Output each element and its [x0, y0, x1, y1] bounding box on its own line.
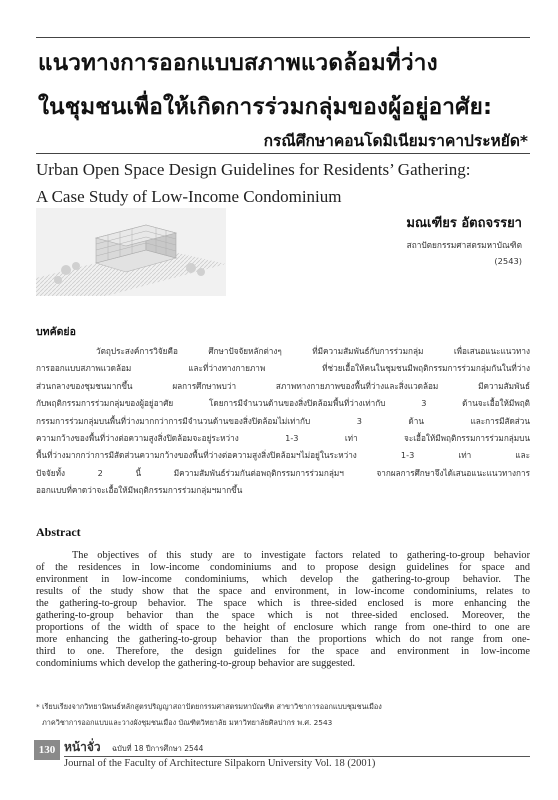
thai-abstract-body — [36, 343, 530, 500]
footer-rule — [64, 756, 530, 757]
journal-english-name: Journal of the Faculty of Architecture Silpakorn University Vol. 18 (2001) — [64, 758, 376, 769]
english-abstract-line: proportions of the width of space to the height of enclosure which range from one-third to one are — [36, 622, 530, 633]
thai-abstract-line: ส่วนกลางของชุมชนมากขึ้น ผลการศึกษาพบว่า สภาพทางกายภาพของพื้นที่ว่างและสิ่งแวดล้อม มีความสัมพันธ์ — [36, 380, 530, 391]
footnote-line2: ภาควิชาการออกแบบและวางผังชุมชนเมือง บัณฑิตวิทยาลัย มหาวิทยาลัยศิลปากร พ.ศ. 2543 — [42, 718, 333, 727]
top-rule — [36, 37, 530, 38]
thai-abstract-line: ออกแบบที่คาดว่าจะเอื้อให้มีพฤติกรรมการร่วมกลุ่มฯมากขึ้น — [36, 485, 243, 496]
english-title-line2: A Case Study of Low-Income Condominium — [36, 187, 342, 206]
thai-title-line2: ในชุมชนเพื่อให้เกิดการร่วมกลุ่มของผู้อยู่อาศัย: — [38, 94, 493, 120]
english-abstract-line: The objectives of this study are to investigate factors related to gathering-to-group behavior — [72, 550, 530, 561]
thai-abstract-line: กรรมการร่วมกลุ่มบนพื้นที่ว่างมากกว่าการมีจำนวนด้านของสิ่งปิดล้อมไม่เท่ากับ 3 ด้าน และการมีสัดส่วน — [36, 415, 530, 426]
title-rule — [36, 153, 530, 154]
english-abstract-line: of the residences in low-income condominiums and to propose design guidelines for space and — [36, 562, 530, 573]
english-abstract-body — [36, 550, 530, 670]
thai-abstract-line: ความกว้างของพื้นที่ว่างต่อความสูงสิ่งปิดล้อมจะอยู่ระหว่าง 1-3 เท่า จะเอื้อให้มีพฤติกรรมการร่วมกลุ่มบน — [36, 432, 530, 443]
thai-abstract-heading: บทคัดย่อ — [36, 326, 76, 338]
english-abstract-line: environment in low-income condominiums, which develop the gathering-to-group behavior. The — [36, 574, 530, 585]
journal-issue: ฉบับที่ 18 ปีการศึกษา 2544 — [112, 744, 204, 753]
thai-abstract-line: การออกแบบสภาพแวดล้อม และที่ว่างทางกายภาพ ที่ช่วยเอื้อให้คนในชุมชนมีพฤติกรรมการร่วมกลุ่มกันในที่ว่าง — [36, 363, 530, 374]
english-abstract-line: the gathering-to-group behavior. The space which is three-sided enclosed is more enhancing the — [36, 598, 530, 609]
english-abstract-line: third to one. Therefore, the design guidelines for the space and environment in low-income — [36, 646, 530, 657]
thai-abstract-line: ปัจจัยทั้ง 2 นี้ มีความสัมพันธ์ร่วมกันต่อพฤติกรรมการร่วมกลุ่มฯ จากผลการศึกษาจึงได้เสนอแนะแนวทางการ — [36, 467, 530, 478]
footnote-line1: * เรียบเรียงจากวิทยานิพนธ์หลักสูตรปริญญาสถาปัตยกรรมศาสตรมหาบัณฑิต สาขาวิชาการออกแบบชุมชนเมือง — [36, 702, 382, 711]
thai-subtitle: กรณีศึกษาคอนโดมิเนียมราคาประหยัด* — [263, 132, 528, 150]
thai-abstract-line: กับพฤติกรรมการร่วมกลุ่มของผู้อยู่อาศัย โดยการมีจำนวนด้านของสิ่งปิดล้อมพื้นที่ว่างเท่ากับ 3 ด้านจะเอื้อให้มีพฤติ — [36, 398, 530, 409]
author-year: (2543) — [494, 256, 522, 266]
english-abstract-line: more enhancing the gathering-to-group behavior than the proportions which do not range from one- — [36, 634, 530, 645]
thai-abstract-line: วัตถุประสงค์การวิจัยคือ ศึกษาปัจจัยหลักต่างๆ ที่มีความสัมพันธ์กับการร่วมกลุ่ม เพื่อเสนอแนะแนวทาง — [96, 346, 530, 356]
english-abstract-line: results of the study show that the space and environment, in low-income condominiums, relates to — [36, 586, 530, 597]
author-affiliation: สถาปัตยกรรมศาสตรมหาบัณฑิต — [406, 240, 522, 250]
page-number: 130 — [34, 740, 60, 760]
thai-title-line1: แนวทางการออกแบบสภาพแวดล้อมที่ว่าง — [38, 50, 438, 76]
english-abstract-line: condominiums which develop the gathering-to-group behavior are suggested. — [36, 658, 356, 669]
thai-abstract-line: พื้นที่ว่างมากกว่าการมีสัดส่วนความกว้างของพื้นที่ว่างต่อความสูงสิ่งปิดล้อมฯไม่อยู่ในระหว่าง 1-3 เท่า และ — [36, 450, 530, 461]
building-illustration — [36, 208, 226, 296]
english-abstract-heading: Abstract — [36, 525, 81, 539]
journal-thai-name: หน้าจั่ว — [64, 740, 101, 754]
english-title-line1: Urban Open Space Design Guidelines for Residents’ Gathering: — [36, 160, 471, 179]
english-abstract-line: gathering-to-group behavior than the space which is not three-sided enclosed. Moreover, the — [36, 610, 530, 621]
author-name: มณเฑียร อัตถจรรยา — [406, 216, 522, 231]
